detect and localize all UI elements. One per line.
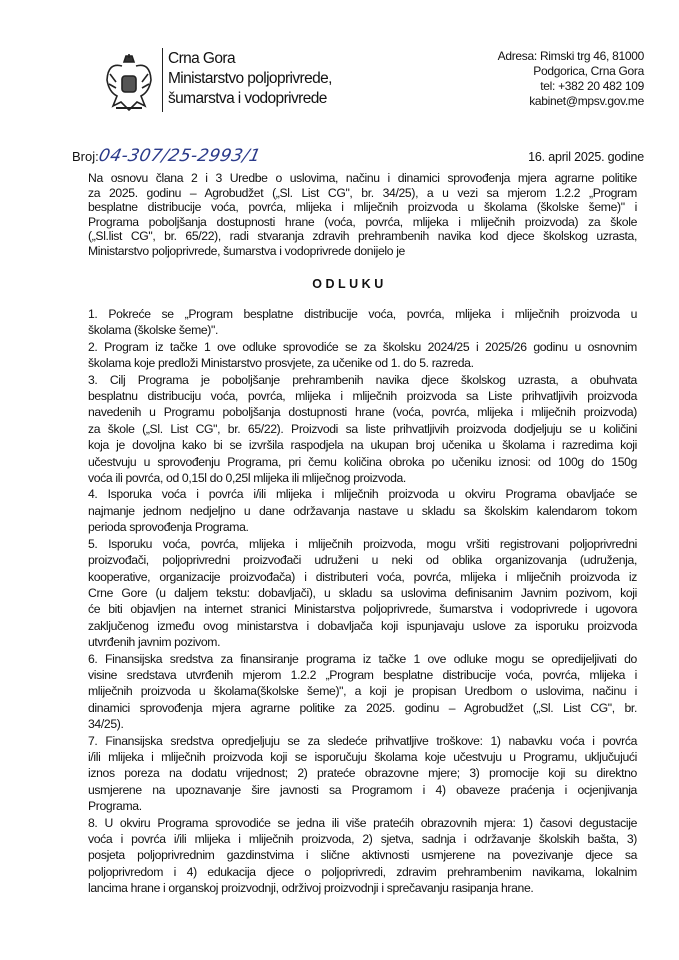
text-line: poljoprivredom i 4) edukacija djece o poljoprivredi, zdravim prehrambenim navikama, lokalnim (88, 864, 637, 879)
text-line: učestvuju u sprovođenju Programa, pri čemu količina obroka po učeniku iznosi: od 100g do 150g (88, 454, 637, 469)
text-line: mliječnih proizvoda u školama(školske šeme)", a koji je propisan Uredbom o uslovima, načinu i (88, 684, 637, 699)
text-line: 34/25). (88, 717, 124, 732)
text-line: iznos poreza na dodatu vrijednost; 2) prateće obrazovne mjere; 3) promocije koji su direktno (88, 766, 637, 781)
text-line: dinamici sprovođenja mjera agrarne politike za 2025. godinu – Agrobudžet („Sl. List CG", br. (88, 700, 637, 715)
text-line: navedenih u Programu poboljšanja dostupnosti hrane (voća, povrća, mlijeka i mliječnih proizvoda) (88, 405, 637, 420)
text-line: i/ili mlijeka i mliječnih proizvoda koji se isporučuju školama koje učestvuju u Programu, uključujući (88, 749, 637, 764)
text-line: će biti objavljen na internet stranici Ministarstva poljoprivrede, šumarstva i vodoprivrede i ugovora (88, 602, 637, 617)
document-title: ODLUKU (312, 277, 387, 291)
text-line: Crne Gore (u daljem tekstu: dobavljači), u skladu sa uslovima definisanim Javnim pozivom, koji (88, 585, 637, 600)
decision-item-6 (88, 651, 637, 733)
text-line: 5. Isporuku voća, povrća, mlijeka i mliječnih proizvoda, mogu vršiti registrovani poljoprivredni (88, 536, 637, 551)
text-line: besplatnu distribuciju voća, povrća, mlijeka i mliječnih proizvoda sa Liste prihvatljivih proizvoda (88, 389, 637, 404)
text-line: za 2025. godinu – Agrobudžet („Sl. List CG", br. 34/25), a u vezi sa mjerom 1.2.2 „Program (88, 185, 637, 200)
text-line: Programa. (88, 799, 142, 814)
text-line: Programa poboljšanja dostupnosti hrane (voća, povrća, mlijeka i mliječnih proizvoda) za škole (88, 214, 637, 229)
text-line: 4. Isporuka voća i povrća i/ili mlijeka i mliječnih proizvoda u okviru Programa obavljaće se (88, 487, 637, 502)
text-line: 3. Cilj Programa je poboljšanje prehrambenih navika djece školskog uzrasta, a obuhvata (88, 372, 637, 387)
handwritten-reference-number: 04-307/25-2993/1 (96, 146, 263, 166)
text-line: 6. Finansijska sredstva za finansiranje programa iz tačke 1 ove odluke mogu se opredijeljivati do (88, 651, 637, 666)
text-line: usmjerene na upoznavanje šire javnosti sa Programom i 4) obaveze praćenja i ocjenjivanja (88, 782, 637, 797)
decision-item-7 (88, 733, 637, 815)
organization-name (168, 49, 332, 109)
decision-item-3 (88, 372, 637, 487)
address-city: Podgorica, Crna Gora (533, 64, 644, 78)
contact-address (498, 49, 644, 109)
org-ministry-line2: šumarstva i vodoprivrede (168, 90, 327, 107)
decision-item-8 (88, 815, 637, 897)
text-line: voća ili povrća, od 0,15l do 0,25l mlijeka ili mliječnog proizvoda. (88, 471, 406, 486)
text-line: zaključenog između ovog ministarstva i dobavljača koji ispunjavaju uslove za isporuku proizvoda (88, 618, 637, 633)
text-line: 2. Program iz tačke 1 ove odluke sprovodiće se za školsku 2024/25 i 2025/26 godinu u osnovnim (88, 339, 637, 354)
document-date: 16. april 2025. godine (528, 150, 644, 164)
coat-of-arms-icon (104, 52, 154, 116)
text-line: školama koje predloži Ministarstvo prosvjete, za učenike od 1. do 5. razreda. (88, 356, 474, 371)
text-line: posjeta poljoprivrednim gazdinstvima i slične aktivnosti usmjerene na povezivanje djece sa (88, 848, 637, 863)
address-line: Adresa: Rimski trg 46, 81000 (497, 49, 644, 63)
text-line: kooperative, organizacije proizvođača) i distributeri voća, povrća, mlijeka i mliječnih proizvoda iz (88, 569, 637, 584)
header-divider (162, 48, 163, 112)
text-line: Na osnovu člana 2 i 3 Uredbe o uslovima, načinu i dinamici sprovođenja mjera agrarne politike (88, 171, 637, 185)
address-email: kabinet@mpsv.gov.me (529, 94, 644, 108)
text-line: Ministarstvo poljoprivrede, šumarstva i vodoprivrede donijelo je (88, 243, 405, 258)
text-line: perioda sprovođenja Programa. (88, 520, 249, 535)
text-line: 1. Pokreće se „Program besplatne distribucije voća, povrća, mlijeka i mliječnih proizvoda u (88, 307, 637, 321)
address-phone: tel: +382 20 482 109 (540, 79, 644, 93)
text-line: koja je dovoljna kako bi se izvršila raspodjela na ukupan broj učenika u školama i razredima koji (88, 438, 637, 453)
text-line: voća i povrća i/ili mlijeka i mliječnih proizvoda, 2) sjetva, sadnja i održavanje školskih bašta, 3) (88, 832, 637, 846)
text-line: lancima hrane i organskoj proizvodnji, održivoj proizvodnji i sprečavanju rasipanja hrane. (88, 881, 534, 896)
reference-label: Broj: (72, 149, 99, 164)
org-ministry-line1: Ministarstvo poljoprivrede, (168, 70, 332, 87)
decision-item-2 (88, 339, 637, 372)
text-line: 8. U okviru Programa sprovodiće se jedna ili više pratećih obrazovnih mjera: 1) časovi degustacije (88, 815, 637, 830)
text-line: najmanje jednom nedjeljno u dane održavanja nastave u skladu sa školskim kalendarom tokom (88, 503, 637, 518)
text-line: („Sl.list CG", br. 65/22), radi stvaranja zdravih prehrambenih navika kod djece školskog uzrasta, (88, 229, 637, 244)
decision-item-1 (88, 306, 637, 339)
text-line: 7. Finansijska sredstva opredjeljuju se za sledeće prihvatljive troškove: 1) nabavku voća i povrća (88, 733, 637, 748)
intro-paragraph (88, 171, 637, 259)
decision-item-5 (88, 536, 637, 651)
text-line: za škole („Sl. List CG", br. 65/22). Proizvodi sa liste prihvatljivih proizvoda dodjeljuju se u količini (88, 421, 637, 436)
text-line: besplatne distribucije voća, povrća, mlijeka i mliječnih proizvoda u školama (školske šeme)" i (88, 200, 637, 215)
decision-item-4 (88, 486, 637, 535)
text-line: visine sredstava utvrđenih mjerom 1.2.2 „Program besplatne distribucije voća, povrća, mlijeka i (88, 667, 637, 682)
decision-items (88, 306, 637, 897)
org-country: Crna Gora (168, 50, 235, 67)
text-line: školama (školske šeme)". (88, 323, 219, 338)
text-line: proizvođači, poljoprivredni proizvođači udruženi u neki od oblika organizovanja (udruženja, (88, 553, 637, 568)
text-line: utvrđenih javnim pozivom. (88, 635, 221, 650)
reference-number (72, 146, 263, 166)
